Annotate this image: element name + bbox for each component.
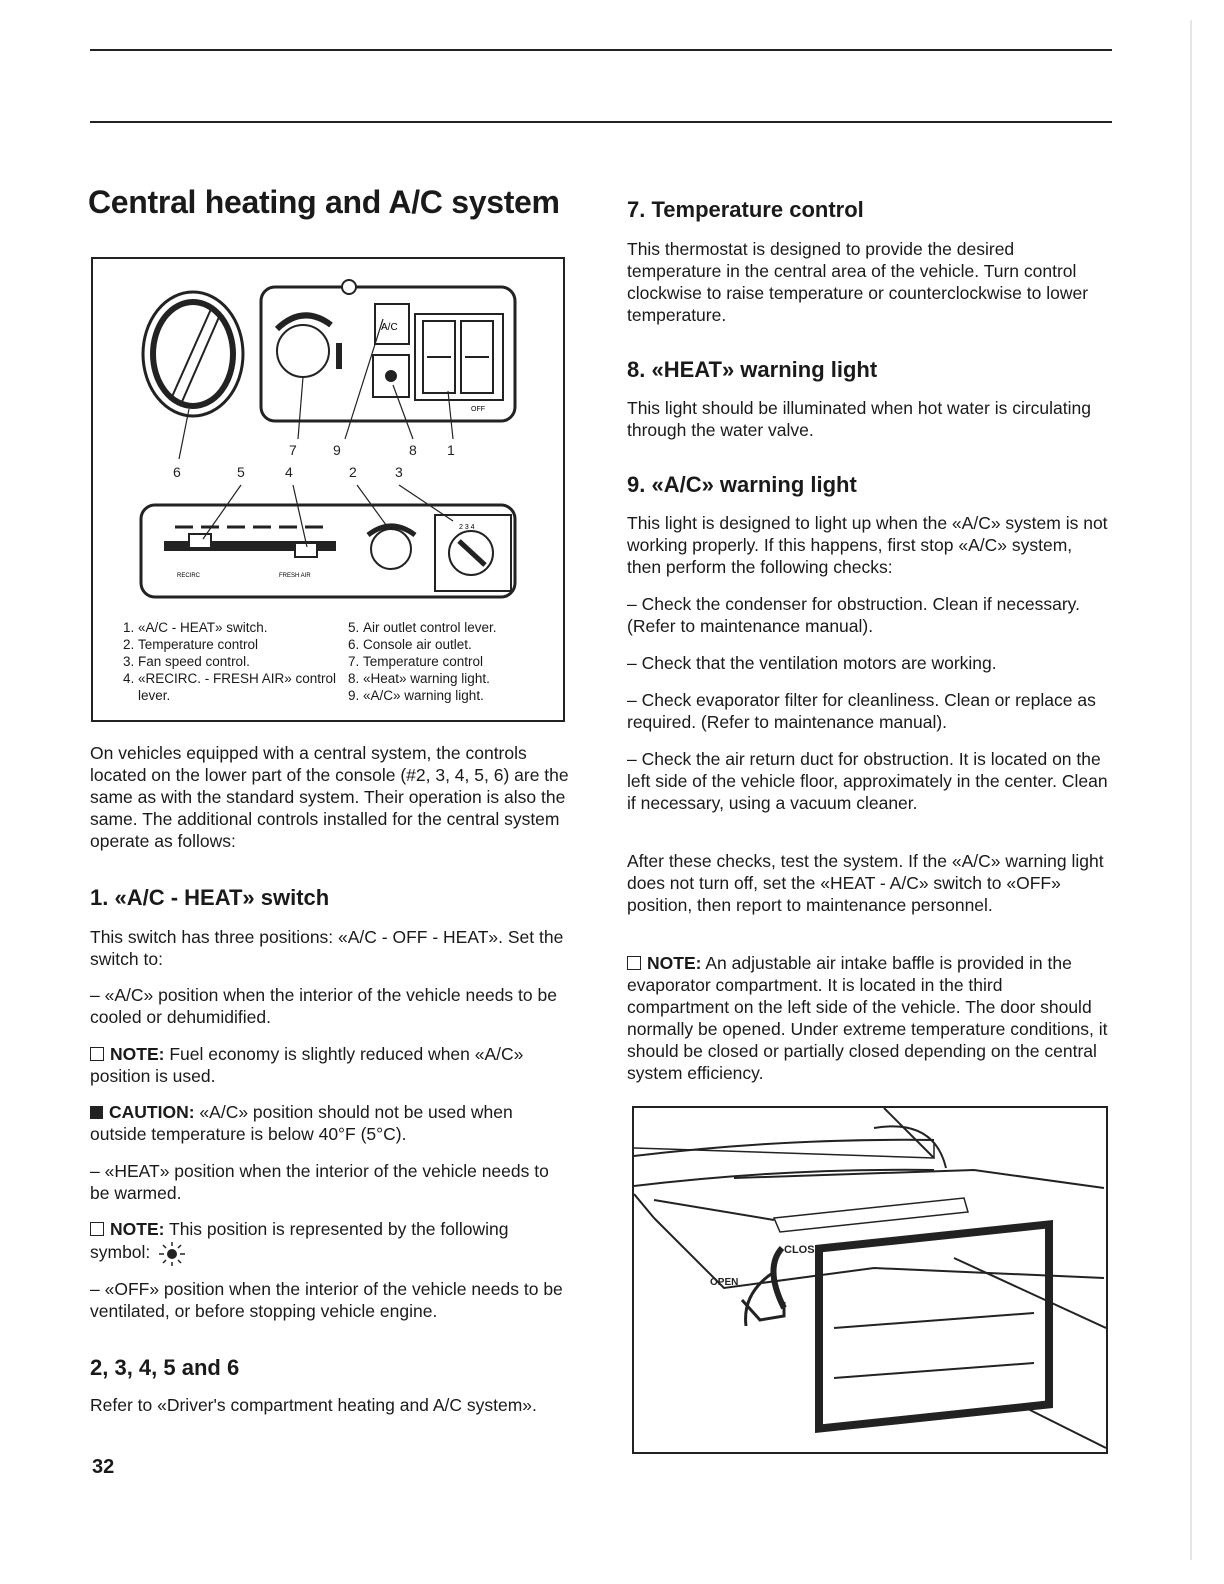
air-intake-baffle-figure xyxy=(632,1106,1108,1454)
legend-item: 9. «A/C» warning light. xyxy=(348,688,484,703)
air-intake-baffle-drawing xyxy=(634,1108,1106,1452)
note-box-icon xyxy=(627,956,641,970)
section-9-heading: 9. «A/C» warning light xyxy=(627,472,857,497)
check-return-duct: – Check the air return duct for obstruction. It is located on the left side of the vehicle floor, approximately in the center. Clean if necessary, using a vacuum cleaner. xyxy=(627,749,1108,813)
check-filter: – Check evaporator filter for cleanliness. Clean or replace as required. (Refer to maintenance manual). xyxy=(627,690,1096,732)
legend-item: 8. «Heat» warning light. xyxy=(348,671,490,686)
legend-left xyxy=(123,619,338,704)
section-1-heading: 1. «A/C - HEAT» switch xyxy=(90,885,330,910)
section-1-intro: This switch has three positions: «A/C - OFF - HEAT». Set the switch to: xyxy=(90,927,564,969)
after-checks-text: After these checks, test the system. If the «A/C» warning light does not turn off, set the «HEAT - A/C» switch to «OFF» position, then report to maintenance personnel. xyxy=(627,851,1104,915)
legend-item: 6. Console air outlet. xyxy=(348,637,472,652)
section-8-text: This light should be illuminated when hot water is circulating through the water valve. xyxy=(627,398,1091,440)
sun-icon xyxy=(155,1240,189,1268)
note-box-icon xyxy=(90,1222,104,1236)
off-label: OFF xyxy=(471,406,485,413)
top-rule xyxy=(90,49,1112,51)
callout-2: 2 xyxy=(349,464,357,480)
callout-8: 8 xyxy=(409,442,417,458)
section-9-text: This light is designed to light up when the «A/C» system is not working properly. If this happens, first stop «A/C» system, then perform the following checks: xyxy=(627,513,1108,577)
callout-4: 4 xyxy=(285,464,293,480)
page-edge-line xyxy=(1190,20,1192,1560)
note-heat-symbol: NOTE: This position is represented by the following symbol: xyxy=(90,1218,570,1268)
fan-speed-label: 2 3 4 xyxy=(459,524,475,531)
note-fuel-economy: NOTE: Fuel economy is slightly reduced when «A/C» position is used. xyxy=(90,1044,524,1086)
heat-position-text: – «HEAT» position when the interior of the vehicle needs to be warmed. xyxy=(90,1161,549,1203)
legend-item: 3. Fan speed control. xyxy=(123,654,250,669)
section-2-6-heading: 2, 3, 4, 5 and 6 xyxy=(90,1355,240,1380)
temperature-dial-graphic xyxy=(277,325,329,377)
callout-3: 3 xyxy=(395,464,403,480)
section-7-text: This thermostat is designed to provide the desired temperature in the central area of the vehicle. Turn control clockwise to raise temperature or counterclockwise to lower temperature. xyxy=(627,239,1089,325)
legend-item: 4. «RECIRC. - FRESH AIR» control lever. xyxy=(123,671,337,703)
fresh-air-label: FRESH AIR xyxy=(279,573,311,579)
console-air-outlet-graphic xyxy=(143,292,243,416)
legend-right xyxy=(348,619,558,704)
close-label: CLOSE xyxy=(784,1244,822,1256)
page-number: 32 xyxy=(92,1456,115,1478)
section-8-heading: 8. «HEAT» warning light xyxy=(627,357,878,382)
intro-paragraph: On vehicles equipped with a central system, the controls located on the lower part of the console (#2, 3, 4, 5, 6) are the same as with the standard system. Their operation is also the same. The additional controls installed for the central system operate as follows: xyxy=(90,743,569,851)
second-rule xyxy=(90,121,1112,123)
caution-temperature: CAUTION: «A/C» position should not be used when outside temperature is below 40°F (5°C). xyxy=(90,1102,513,1144)
recirc-label: RECIRC xyxy=(177,573,201,579)
note-box-icon xyxy=(90,1047,104,1061)
page-title: Central heating and A/C system xyxy=(88,184,560,220)
caution-square-icon xyxy=(90,1106,103,1119)
callout-6: 6 xyxy=(173,464,181,480)
ac-position-text: – «A/C» position when the interior of the vehicle needs to be cooled or dehumidified. xyxy=(90,985,557,1027)
legend-item: 5. Air outlet control lever. xyxy=(348,620,497,635)
control-panel-figure xyxy=(91,257,565,722)
section-2-6-text: Refer to «Driver's compartment heating and A/C system». xyxy=(90,1395,537,1415)
check-condenser: – Check the condenser for obstruction. Clean if necessary. (Refer to maintenance manual). xyxy=(627,594,1080,636)
legend-item: 1. «A/C - HEAT» switch. xyxy=(123,620,268,635)
callout-9: 9 xyxy=(333,442,341,458)
legend-item: 7. Temperature control xyxy=(348,654,484,669)
open-label: OPEN xyxy=(710,1277,739,1288)
off-position-text: – «OFF» position when the interior of the vehicle needs to be ventilated, or before stopping vehicle engine. xyxy=(90,1279,563,1321)
note-air-intake: NOTE: An adjustable air intake baffle is provided in the evaporator compartment. It is located in the third compartment on the left side of the vehicle. The door should normally be opened. Under extreme temperature conditions, it should be closed or partially closed depending on the central system efficiency. xyxy=(627,953,1108,1083)
legend-item: 2. Temperature control xyxy=(123,637,259,652)
callout-7: 7 xyxy=(289,442,297,458)
ac-button-label: A/C xyxy=(381,322,398,333)
check-motors: – Check that the ventilation motors are working. xyxy=(627,653,997,673)
section-7-heading: 7. Temperature control xyxy=(627,197,864,222)
callout-1: 1 xyxy=(447,442,455,458)
callout-5: 5 xyxy=(237,464,245,480)
